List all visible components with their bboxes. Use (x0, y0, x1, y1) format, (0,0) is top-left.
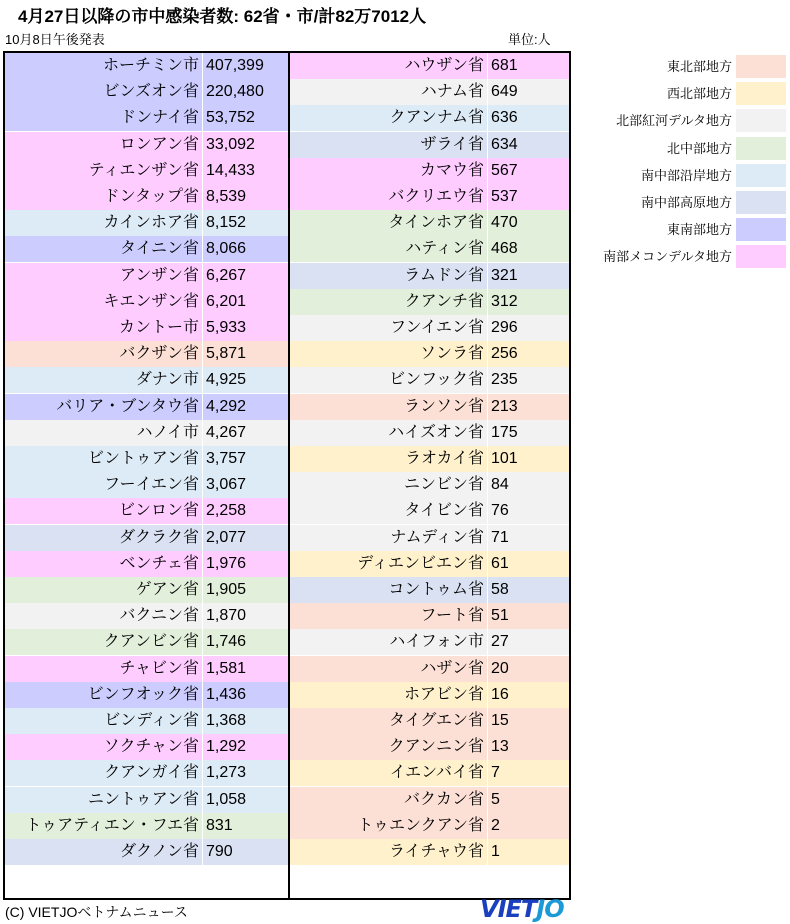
province-name: フート省 (290, 603, 488, 629)
case-count: 5,933 (206, 319, 247, 336)
province-name: ランソン省 (290, 394, 488, 420)
province-name: バクカン省 (290, 787, 488, 813)
case-count: 27 (491, 633, 509, 651)
province-name: バクリエウ省 (290, 184, 488, 210)
case-count: 681 (491, 57, 518, 74)
case-count: 1,870 (206, 607, 247, 625)
province-name: ベンチェ省 (5, 551, 203, 577)
province-name: ザライ省 (290, 132, 488, 158)
province-name: クアンビン省 (5, 629, 203, 655)
province-name: クアンガイ省 (5, 760, 203, 786)
legend-item (578, 243, 788, 270)
province-name: ハウザン省 (290, 53, 488, 79)
case-count: 2,258 (206, 502, 247, 520)
case-count: 1,058 (206, 790, 247, 808)
province-name: ビンフック省 (290, 367, 488, 393)
province-name: タイニン省 (5, 236, 203, 262)
province-name: カマウ省 (290, 158, 488, 184)
province-name: ハイズオン省 (290, 420, 488, 446)
province-name: ホーチミン市 (5, 53, 203, 79)
case-count: 312 (491, 292, 518, 310)
case-count: 567 (491, 161, 518, 179)
table-row (290, 53, 569, 79)
table-row (5, 446, 288, 472)
table-row (5, 184, 288, 210)
table-row (290, 682, 569, 708)
case-count: 51 (491, 607, 509, 625)
case-count: 101 (491, 450, 518, 467)
table-row (5, 629, 288, 655)
legend-item (578, 135, 788, 162)
province-name: バクニン省 (5, 603, 203, 629)
province-name: ハナム省 (290, 79, 488, 105)
case-count: 6,201 (206, 292, 247, 310)
table-row (290, 787, 569, 813)
unit-label: 単位:人 (508, 32, 551, 47)
table-row (290, 105, 569, 131)
legend-label: 東北部地方 (666, 59, 732, 74)
legend-item (578, 80, 788, 107)
case-count: 8,152 (206, 214, 247, 232)
case-count: 1,746 (206, 633, 247, 651)
province-name: トゥエンクアン省 (290, 813, 488, 839)
legend-label: 西北部地方 (666, 86, 732, 102)
cases-table (3, 51, 571, 900)
case-count: 33,092 (206, 135, 255, 153)
province-name: ティエンザン省 (5, 158, 203, 184)
table-row (5, 263, 288, 289)
case-count: 1,273 (206, 764, 247, 782)
logo-text-accent: JO (536, 895, 564, 923)
report-date: 10月8日午後発表 (5, 32, 105, 47)
case-count: 8,539 (206, 188, 247, 205)
case-count: 649 (491, 83, 518, 101)
case-count: 8,066 (206, 240, 247, 258)
chart-title: 4月27日以降の市中感染者数: 62省・市/計82万7012人 (18, 7, 427, 26)
province-name: ダクノン省 (5, 839, 203, 865)
table-row (290, 498, 569, 524)
case-count: 14,433 (206, 161, 255, 179)
province-name: ハティン省 (290, 236, 488, 262)
table-row (5, 420, 288, 446)
table-row (5, 551, 288, 577)
case-count: 831 (206, 816, 233, 834)
province-name: ホアビン省 (290, 682, 488, 708)
case-count: 5,871 (206, 345, 247, 363)
province-name: ロンアン省 (5, 132, 203, 158)
table-row (5, 53, 288, 79)
case-count: 468 (491, 240, 518, 258)
case-count: 296 (491, 319, 518, 336)
case-count: 15 (491, 712, 509, 729)
province-name: ビンフオック省 (5, 682, 203, 708)
province-name: ビンズオン省 (5, 79, 203, 105)
table-row (290, 420, 569, 446)
case-count: 84 (491, 476, 509, 494)
province-name: ニントゥアン省 (5, 787, 203, 813)
case-count: 1,905 (206, 581, 247, 598)
table-row (290, 263, 569, 289)
province-name: クアンナム省 (290, 105, 488, 131)
table-row (290, 210, 569, 236)
copyright-footer: (C) VIETJOベトナムニュース (5, 904, 188, 920)
province-name: クアンニン省 (290, 734, 488, 760)
table-row (5, 158, 288, 184)
province-name: ニンビン省 (290, 472, 488, 498)
case-count: 256 (491, 345, 518, 363)
table-row (5, 79, 288, 105)
province-name: ナムディン省 (290, 525, 488, 551)
province-name: コントゥム省 (290, 577, 488, 603)
case-count: 4,267 (206, 423, 247, 441)
legend-swatch (736, 55, 786, 78)
legend-swatch (736, 191, 786, 214)
province-name: ビンロン省 (5, 498, 203, 524)
legend-label: 東南部地方 (666, 222, 732, 238)
province-name: ラムドン省 (290, 263, 488, 289)
province-name: トゥアティエン・フエ省 (5, 813, 203, 839)
table-row (5, 289, 288, 315)
table-row (290, 760, 569, 786)
province-name: キエンザン省 (5, 289, 203, 315)
legend-item (578, 189, 788, 216)
province-name: タインホア省 (290, 210, 488, 236)
table-row (290, 367, 569, 393)
table-row (5, 760, 288, 786)
case-count: 1,368 (206, 712, 247, 729)
case-count: 213 (491, 397, 518, 415)
table-row (290, 813, 569, 839)
case-count: 1,976 (206, 554, 247, 572)
legend-item (578, 107, 788, 134)
table-row (5, 577, 288, 603)
case-count: 20 (491, 659, 509, 677)
table-row (290, 629, 569, 655)
legend-label: 北部紅河デルタ地方 (616, 113, 732, 129)
province-name: チャビン省 (5, 656, 203, 682)
case-count: 321 (491, 266, 518, 284)
legend-label: 北中部地方 (666, 140, 732, 156)
case-count: 1,581 (206, 659, 247, 677)
table-row (290, 472, 569, 498)
vietjo-logo (480, 895, 572, 923)
case-count: 1,436 (206, 685, 247, 703)
case-count: 5 (491, 790, 500, 808)
case-count: 1,292 (206, 738, 247, 756)
legend-label: 南部メコンデルタ地方 (603, 249, 732, 265)
table-row (290, 236, 569, 262)
legend-item (578, 162, 788, 189)
province-name: バリア・ブンタウ省 (5, 394, 203, 420)
table-row (5, 341, 288, 367)
table-row (290, 315, 569, 341)
case-count: 58 (491, 581, 509, 598)
logo-text-main: VIET (480, 895, 537, 923)
province-name: ライチャウ省 (290, 839, 488, 865)
table-row (290, 132, 569, 158)
province-name: ハイフォン市 (290, 629, 488, 655)
table-row (290, 341, 569, 367)
case-count: 3,067 (206, 476, 247, 494)
table-row (290, 708, 569, 734)
case-count: 537 (491, 188, 518, 205)
case-count: 2 (491, 816, 500, 834)
table-row (290, 79, 569, 105)
legend-swatch (736, 109, 786, 132)
province-name: ゲアン省 (5, 577, 203, 603)
province-name: ドンタップ省 (5, 184, 203, 210)
case-count: 6,267 (206, 266, 247, 284)
province-name: カインホア省 (5, 210, 203, 236)
case-count: 53,752 (206, 109, 255, 127)
case-count: 235 (491, 371, 518, 389)
province-name: バクザン省 (5, 341, 203, 367)
province-name: タイビン省 (290, 498, 488, 524)
table-row (290, 839, 569, 865)
table-row (290, 577, 569, 603)
case-count: 16 (491, 685, 509, 703)
case-count: 407,399 (206, 57, 264, 74)
table-row (290, 656, 569, 682)
province-name: ソンラ省 (290, 341, 488, 367)
case-count: 220,480 (206, 83, 264, 101)
table-row (5, 682, 288, 708)
province-name: イエンバイ省 (290, 760, 488, 786)
case-count: 76 (491, 502, 509, 520)
province-name: カントー市 (5, 315, 203, 341)
province-name: フーイエン省 (5, 472, 203, 498)
case-count: 7 (491, 764, 500, 782)
case-count: 13 (491, 738, 509, 756)
province-name: ディエンビエン省 (290, 551, 488, 577)
table-row (290, 158, 569, 184)
legend-swatch (736, 82, 786, 105)
case-count: 634 (491, 135, 518, 153)
table-row (5, 839, 288, 865)
legend-item (578, 216, 788, 243)
province-name: ハザン省 (290, 656, 488, 682)
legend-swatch (736, 218, 786, 241)
table-row (5, 367, 288, 393)
case-count: 790 (206, 843, 233, 860)
case-count: 4,292 (206, 397, 247, 415)
legend-label: 南中部高原地方 (640, 195, 732, 210)
table-row (290, 184, 569, 210)
case-count: 1 (491, 843, 500, 860)
legend-swatch (736, 137, 786, 160)
legend-swatch (736, 245, 786, 268)
table-row (5, 708, 288, 734)
case-count: 4,925 (206, 371, 247, 389)
province-name: アンザン省 (5, 263, 203, 289)
table-row (5, 105, 288, 131)
table-row (290, 289, 569, 315)
table-row (5, 787, 288, 813)
province-name: ソクチャン省 (5, 734, 203, 760)
province-name: ビントゥアン省 (5, 446, 203, 472)
table-row (290, 525, 569, 551)
table-row (5, 813, 288, 839)
table-row (5, 498, 288, 524)
table-row (5, 525, 288, 551)
table-row (5, 315, 288, 341)
case-count: 3,757 (206, 450, 247, 467)
province-name: ダナン市 (5, 367, 203, 393)
case-count: 175 (491, 423, 518, 441)
case-count: 2,077 (206, 528, 247, 546)
province-name: フンイエン省 (290, 315, 488, 341)
table-row (5, 236, 288, 262)
legend-swatch (736, 164, 786, 187)
province-name: ドンナイ省 (5, 105, 203, 131)
province-name: クアンチ省 (290, 289, 488, 315)
table-row (5, 394, 288, 420)
province-name: タイグエン省 (290, 708, 488, 734)
table-row (290, 394, 569, 420)
case-count: 61 (491, 554, 509, 572)
province-name: ビンディン省 (5, 708, 203, 734)
table-row (5, 472, 288, 498)
table-row (5, 132, 288, 158)
table-row (290, 446, 569, 472)
table-row (290, 734, 569, 760)
legend-label: 南中部沿岸地方 (640, 167, 732, 183)
legend-item (578, 53, 788, 80)
table-row (5, 603, 288, 629)
province-name: ダクラク省 (5, 525, 203, 551)
table-row (5, 210, 288, 236)
table-row (5, 656, 288, 682)
table-row (290, 551, 569, 577)
case-count: 470 (491, 214, 518, 232)
table-row (290, 603, 569, 629)
table-row (5, 734, 288, 760)
province-name: ラオカイ省 (290, 446, 488, 472)
province-name: ハノイ市 (5, 420, 203, 446)
case-count: 636 (491, 109, 518, 127)
case-count: 71 (491, 528, 509, 546)
